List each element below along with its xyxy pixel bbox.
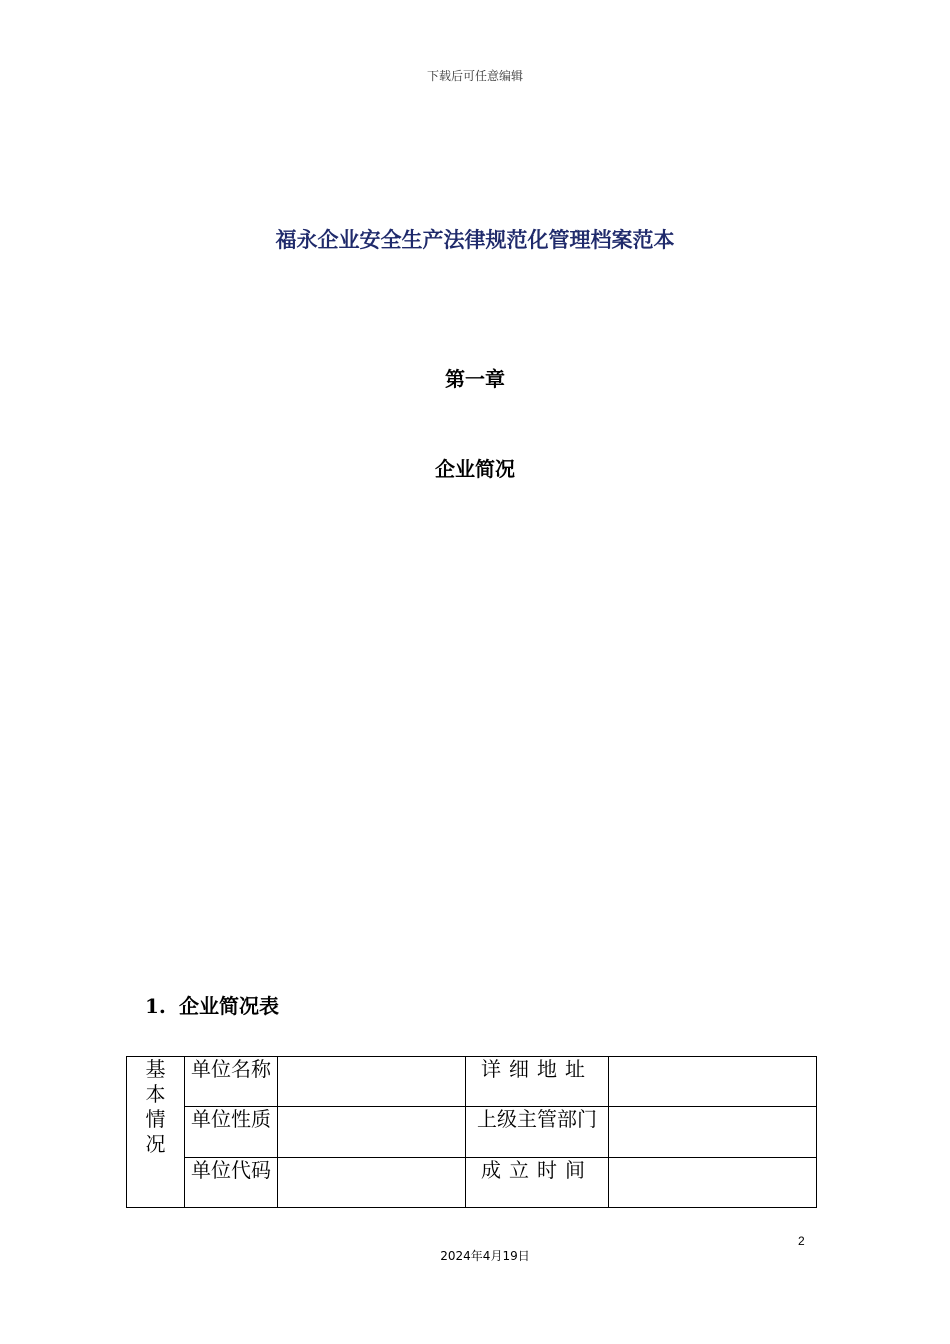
row-label: 单位性质 (185, 1107, 278, 1157)
table-row (127, 1107, 817, 1157)
row-value-cell-2[interactable] (609, 1057, 817, 1107)
header-note: 下载后可任意编辑 (426, 69, 523, 83)
company-info-table (126, 1056, 817, 1208)
row-value-cell-2[interactable] (609, 1107, 817, 1157)
chapter-heading: 第一章 (445, 367, 505, 391)
row-value-cell[interactable] (278, 1057, 466, 1107)
row-label-2: 详细地址 (466, 1057, 609, 1107)
row-value-cell[interactable] (278, 1107, 466, 1157)
group-label-cell (127, 1057, 185, 1208)
row-label-2: 成立时间 (466, 1157, 609, 1207)
footer-date: 2024年4月19日 (440, 1249, 530, 1263)
row-label-2: 上级主管部门 (466, 1107, 609, 1157)
page-number: 2 (798, 1234, 805, 1248)
row-value-cell[interactable] (278, 1157, 466, 1207)
row-label: 单位代码 (185, 1157, 278, 1207)
document-title: 福永企业安全生产法律规范化管理档案范本 (275, 228, 675, 252)
chapter-subtitle: 企业简况 (435, 457, 515, 481)
group-label: 基本情况 (145, 1057, 166, 1156)
section-title: 企业简况表 (179, 994, 279, 1018)
table-row (127, 1157, 817, 1207)
section-number: 1. (145, 994, 166, 1018)
row-label: 单位名称 (185, 1057, 278, 1107)
table-row (127, 1057, 817, 1107)
section-heading (145, 990, 279, 1019)
row-value-cell-2[interactable] (609, 1157, 817, 1207)
